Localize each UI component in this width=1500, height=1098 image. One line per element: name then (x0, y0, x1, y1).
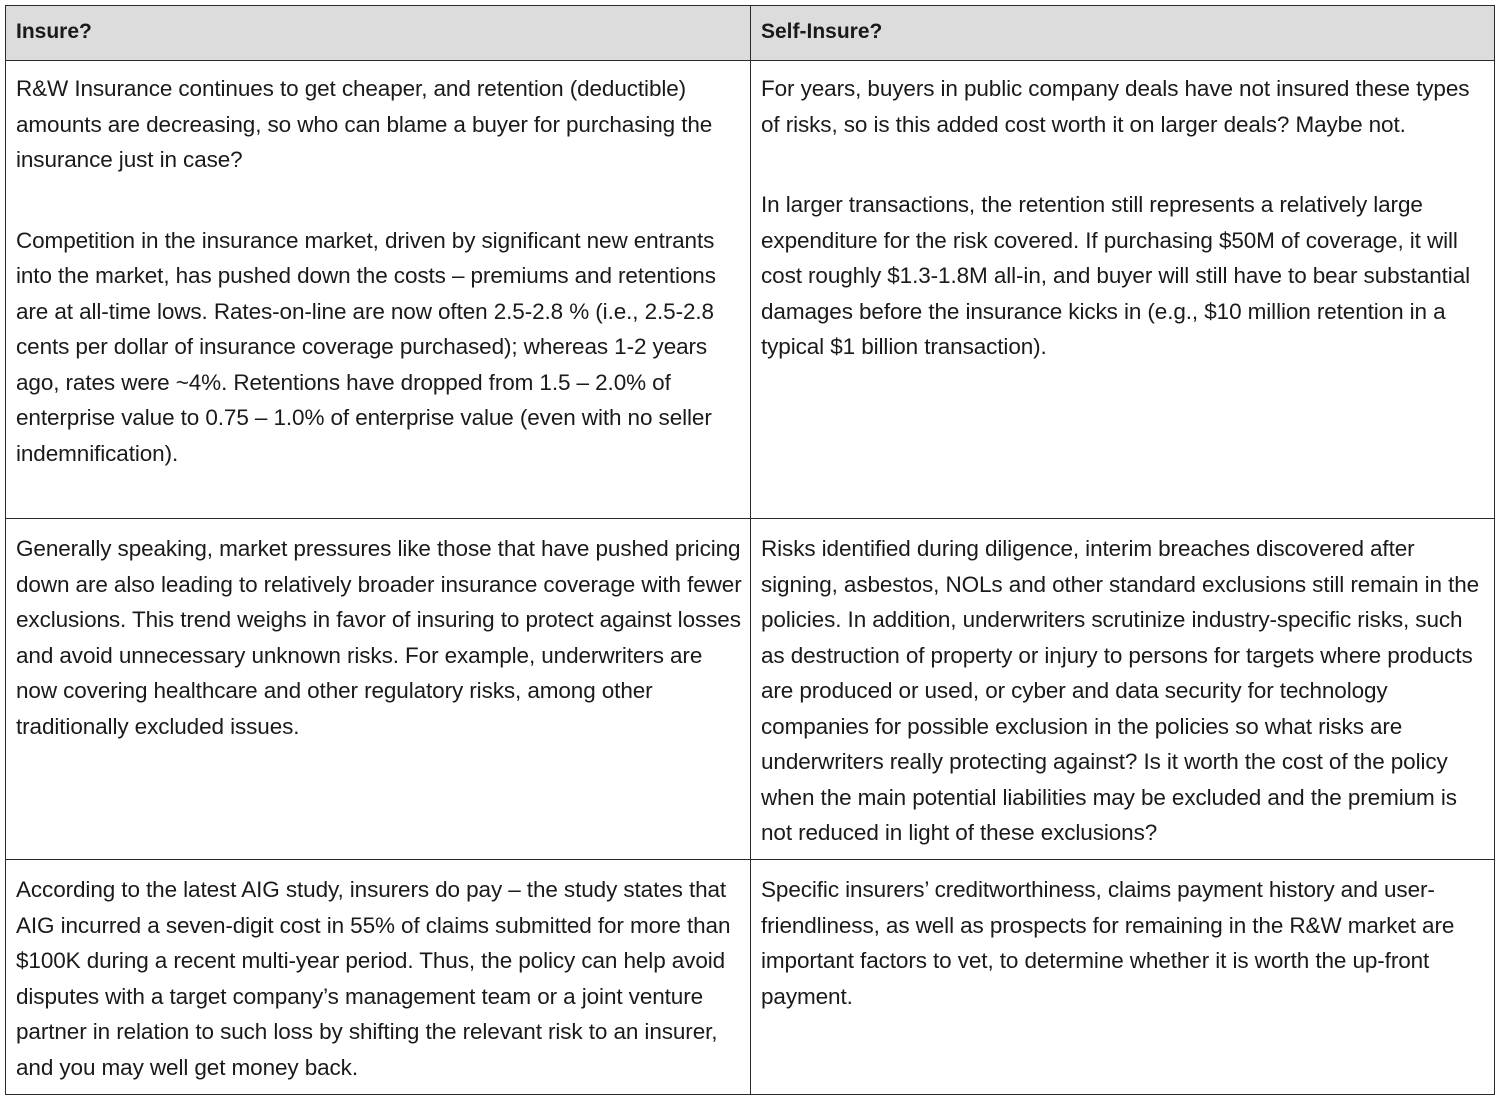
self-insure-paragraph: Specific insurers’ creditworthiness, claims payment history and user-friendliness, as well as prospects for remaining in the R&W market are important factors to vet, to determine whether it is worth the up-front payment. (761, 877, 1455, 1009)
self-insure-paragraph: Risks identified during diligence, interim breaches discovered after signing, asbestos, NOLs and other standard exclusions still remain in the policies. In addition, underwriters scrutinize industry-specific risks, such as destruction of property or injury to persons for targets where products are produced or used, or cyber and data security for technology companies for possible exclusion in the policies so what risks are underwriters really protecting against? Is it worth the cost of the policy when the main potential liabilities may be excluded and the premium is not reduced in light of these exclusions? (761, 536, 1480, 845)
comparison-table (5, 5, 1495, 1095)
insure-paragraph: R&W Insurance continues to get cheaper, and retention (deductible) amounts are decreasing, so who can blame a buyer for purchasing the insurance just in case? (16, 76, 713, 172)
column-header-self-insure: Self-Insure? (751, 6, 1495, 61)
table-row (6, 519, 1495, 860)
self-insure-paragraph: In larger transactions, the retention still represents a relatively large expenditure for the risk covered. If purchasing $50M of coverage, it will cost roughly $1.3-1.8M all-in, and buyer will still have to bear substantial damages before the insurance kicks in (e.g., $10 million retention in a typical $1 billion transaction). (761, 192, 1471, 359)
insure-paragraph: According to the latest AIG study, insurers do pay – the study states that AIG incurred a seven-digit cost in 55% of claims submitted for more than $100K during a recent multi-year period. Thus, the policy can help avoid disputes with a target company’s management team or a joint venture partner in relation to such loss by shifting the relevant risk to an insurer, and you may well get money back. (16, 877, 731, 1080)
insure-cell (6, 860, 751, 1095)
table-row (6, 61, 1495, 519)
insure-paragraph: Competition in the insurance market, driven by significant new entrants into the market, has pushed down the costs – premiums and retentions are at all-time lows. Rates-on-line are now often 2.5-2.8 % (i.e., 2.5-2.8 cents per dollar of insurance coverage purchased); whereas 1-2 years ago, rates were ~4%. Retentions have dropped from 1.5 – 2.0% of enterprise value to 0.75 – 1.0% of enterprise value (even with no seller indemnification). (16, 227, 716, 466)
table-row (6, 860, 1495, 1095)
insure-paragraph: Generally speaking, market pressures like those that have pushed pricing down are also leading to relatively broader insurance coverage with fewer exclusions. This trend weighs in favor of insuring to protect against losses and avoid unnecessary unknown risks. For example, underwriters are now covering healthcare and other regulatory risks, among other traditionally excluded issues. (16, 536, 742, 739)
header-row (6, 6, 1495, 61)
self-insure-paragraph: For years, buyers in public company deals have not insured these types of risks, so is this added cost worth it on larger deals? Maybe not. (761, 76, 1470, 137)
self-insure-cell (751, 519, 1495, 860)
self-insure-cell (751, 860, 1495, 1095)
insure-cell (6, 61, 751, 519)
self-insure-cell (751, 61, 1495, 519)
insure-cell (6, 519, 751, 860)
column-header-insure: Insure? (6, 6, 751, 61)
